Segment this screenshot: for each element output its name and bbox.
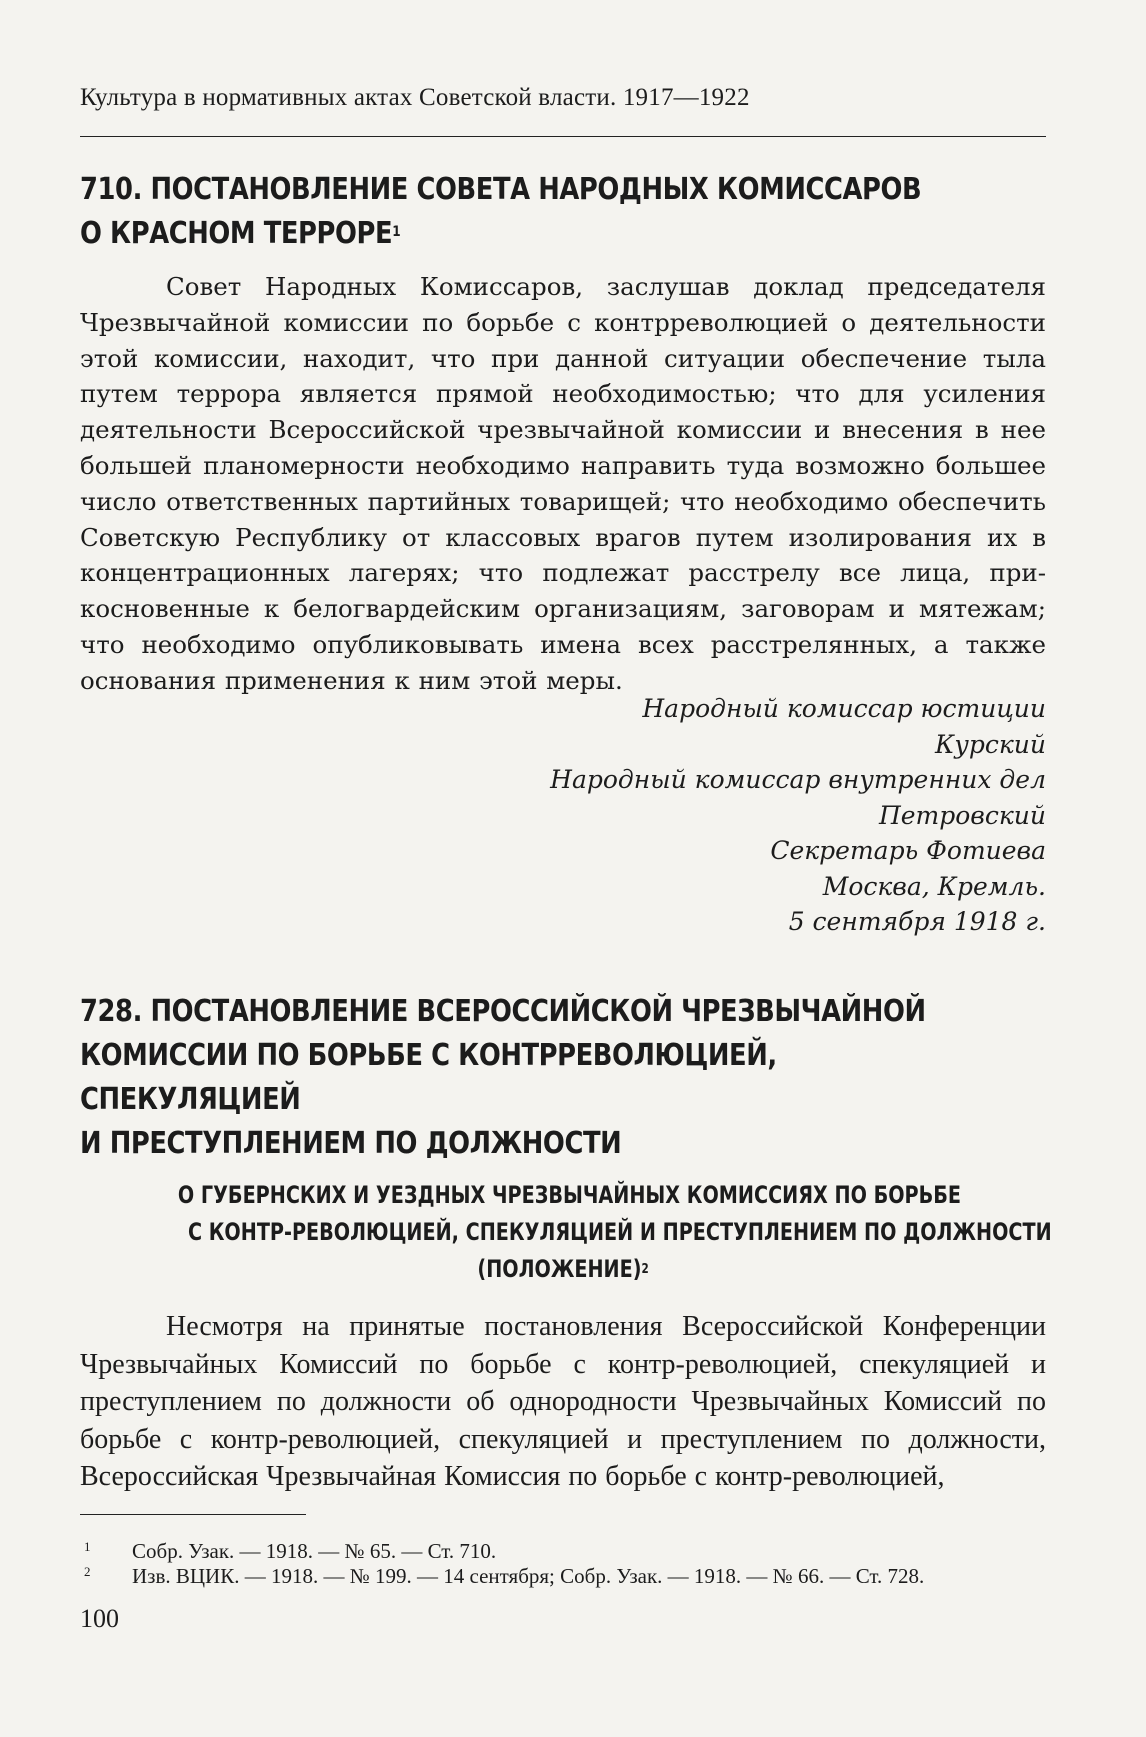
footnote-text: Собр. Узак. — 1918. — № 65. — Ст. 710. <box>132 1539 497 1563</box>
footnote-ref-1: 1 <box>392 224 401 240</box>
header-rule <box>80 136 1046 137</box>
page-number: 100 <box>80 1604 119 1633</box>
signature-line: Курский <box>935 729 1046 759</box>
section-728-title-line1: 728. ПОСТАНОВЛЕНИЕ ВСЕРОССИЙСКОЙ ЧРЕЗВЫЧАЙНОЙ <box>80 994 926 1029</box>
section-710-body: Совет Народных Комиссаров, заслушав доклад председателя Чрезвычайной комиссии по борьбе с контрреволюцией о деятельности этой комиссии, находит, что при данной ситуации обеспечение тыла путем террора является прямой необходимостью; что для усиления деятельности Всероссийской чрезвычайной комиссии и внесения в нее большей планомерности необходимо направить туда возможно большее число ответственных партийных товарищей; что необходимо обеспечить Советскую Республику от классовых врагов путем изолирования их в концентрационных лагерях; что подлежат расстрелу все лица, прикосновенные к белогвардейским организациям, заговорам и мятежам; что необходимо опубликовывать имена всех расстрелянных, а также основания применения к ним этой меры. <box>80 272 1046 695</box>
footnote-rule <box>80 1514 306 1515</box>
signature-line: Народный комиссар внутренних дел <box>550 765 1046 794</box>
footnote <box>84 1538 497 1564</box>
subtitle-line2: С КОНТР-РЕВОЛЮЦИЕЙ, СПЕКУЛЯЦИЕЙ И ПРЕСТУПЛЕНИЕМ ПО ДОЛЖНОСТИ <box>187 1218 1052 1246</box>
signature-date: 5 сентября 1918 г. <box>788 907 1046 936</box>
footnote <box>84 1563 925 1589</box>
section-710-title-line2: О КРАСНОМ ТЕРРОРЕ$^1$ <box>80 216 401 251</box>
footnote-number: 1 <box>84 1539 91 1554</box>
section-710-title-line1: 710. ПОСТАНОВЛЕНИЕ СОВЕТА НАРОДНЫХ КОМИССАРОВ <box>80 172 922 207</box>
signature-line: Петровский <box>878 800 1046 830</box>
footnote-ref-2: 2 <box>641 1262 649 1277</box>
subtitle-line3: (ПОЛОЖЕНИЕ)$^2$ <box>477 1255 649 1283</box>
running-header: Культура в нормативных актах Советской власти. 1917—1922 <box>80 84 750 111</box>
footnote-number: 2 <box>84 1564 91 1579</box>
signature-line: Секретарь Фотиева <box>770 836 1046 865</box>
signature-line: Народный комиссар юстиции <box>642 694 1046 723</box>
section-710-title <box>80 168 921 256</box>
section-728-title <box>80 990 997 1166</box>
section-728-title-line2: КОМИССИИ ПО БОРЬБЕ С КОНТРРЕВОЛЮЦИЕЙ, СПЕКУЛЯЦИЕЙ <box>80 1038 777 1117</box>
section-728-body: Несмотря на принятые постановления Всероссийской Конференции Чрезвычайных Комиссий по борьбе с контр-революцией, спекуляцией и преступлением по должности об однородности Чрезвычайных Комиссий по борьбе с контр-революцией, спекуляцией и преступлением по должности, Всероссийская Чрезвычайная Комиссия по борьбе с контр-революцией, <box>80 1311 1046 1492</box>
section-728-title-line3: И ПРЕСТУПЛЕНИЕМ ПО ДОЛЖНОСТИ <box>80 1126 622 1161</box>
section-728-subtitle <box>80 1177 1052 1288</box>
footnote-text: Изв. ВЦИК. — 1918. — № 199. — 14 сентября; Собр. Узак. — 1918. — № 66. — Ст. 728. <box>132 1564 925 1588</box>
signature-line: Москва, Кремль. <box>822 871 1046 901</box>
signature-block <box>550 691 1046 940</box>
subtitle-line1: О ГУБЕРНСКИХ И УЕЗДНЫХ ЧРЕЗВЫЧАЙНЫХ КОМИССИЯХ ПО БОРЬБЕ <box>177 1181 962 1209</box>
